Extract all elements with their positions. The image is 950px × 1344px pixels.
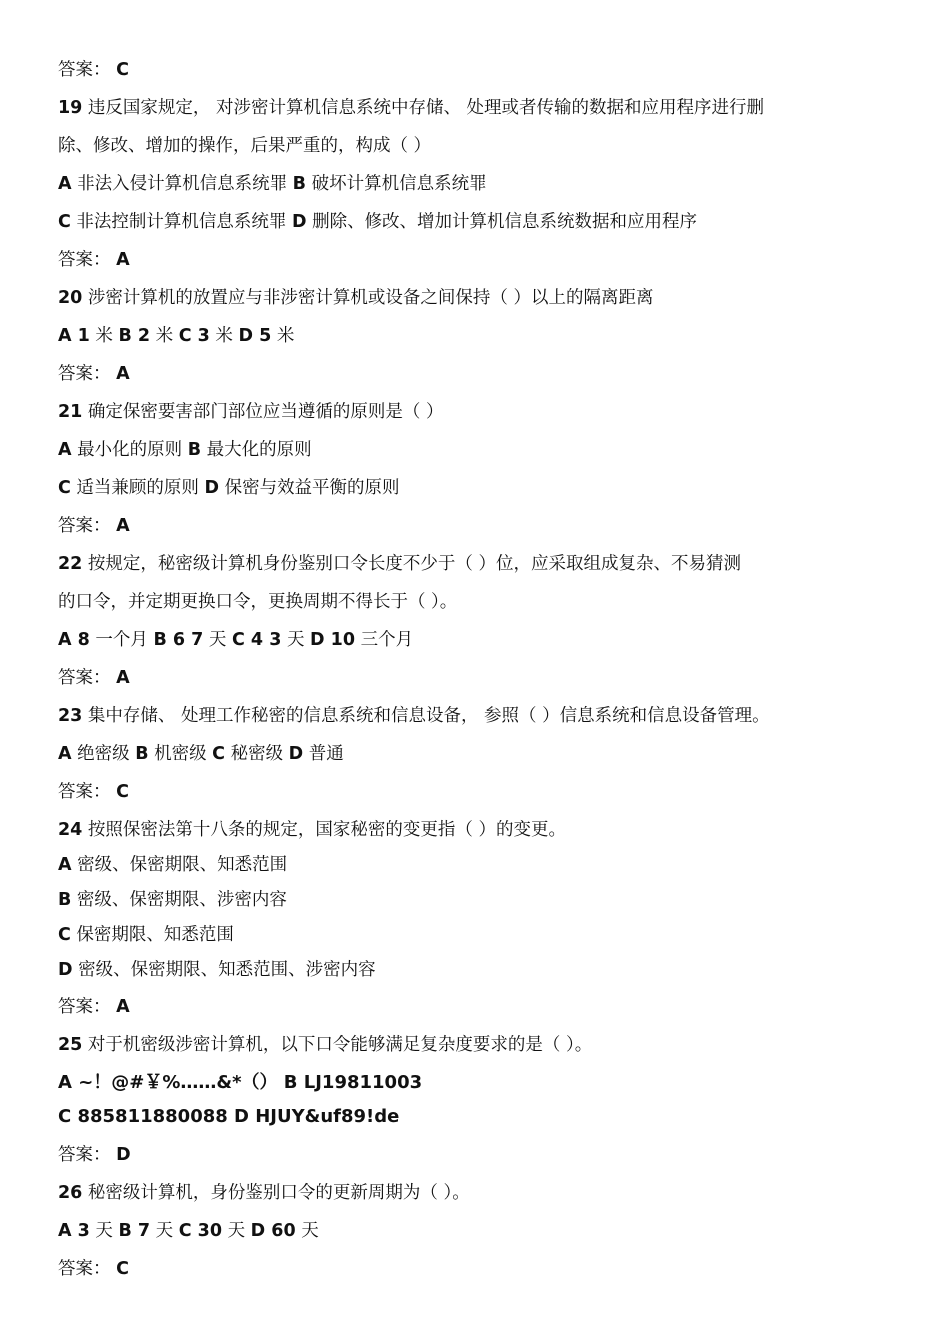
option-letter: A 1 [58,326,90,346]
option-letter: D [288,744,304,764]
question-24 [58,818,566,842]
answer-label: 答案： [58,1145,111,1165]
option-letter: B [58,890,72,910]
option-letter: C 30 [178,1221,223,1241]
answer-value: A [116,250,130,270]
question-text: 除、修改、增加的操作，后果严重的，构成（ ） [58,136,432,156]
option-text: 米 [271,326,295,346]
answer-label: 答案： [58,250,111,270]
options-line [58,476,400,500]
options-line [58,210,697,234]
options-line [58,628,413,652]
option-letter: D [204,478,219,498]
option-text: 秘密级 [225,744,289,764]
option-letter: C 3 [178,326,210,346]
answer-line [58,58,129,82]
option-a [58,853,287,877]
question-26 [58,1181,470,1205]
question-number: 23 [58,706,83,726]
option-letter: C [58,478,71,498]
options-line [58,1219,319,1243]
option-letter: B [292,174,307,194]
question-19 [58,96,764,120]
question-number: 19 [58,98,83,118]
answer-label: 答案： [58,997,111,1017]
question-text: 按照保密法第十八条的规定，国家秘密的变更指（ ）的变更。 [82,820,566,840]
answer-value: C [116,782,129,802]
answer-value: A [116,997,130,1017]
question-19-cont [58,134,431,158]
option-letter: A 3 [58,1221,90,1241]
answer-value: C [116,60,129,80]
question-text: 违反国家规定， 对涉密计算机信息系统中存储、 处理或者传输的数据和应用程序进行删 [82,98,765,118]
option-text: 三个月 [355,630,414,650]
question-text: 秘密级计算机，身份鉴别口令的更新周期为（ ）。 [82,1183,470,1203]
options-line [58,324,294,348]
option-text: 天 [89,1221,119,1241]
option-text: 非法控制计算机信息系统罪 [70,212,292,232]
option-text: 密级、保密期限、涉密内容 [71,890,287,910]
options-line [58,438,312,462]
option-letter: B [187,440,202,460]
question-22 [58,552,741,576]
option-letter: C [212,744,226,764]
option-text: 天 [203,630,232,650]
option-text: 绝密级 [71,744,136,764]
option-text: 天 [295,1221,319,1241]
answer-label: 答案： [58,60,111,80]
answer-line [58,666,130,690]
question-number: 26 [58,1183,83,1203]
answer-label: 答案： [58,782,111,802]
answer-label: 答案： [58,668,111,688]
option-text: 机密级 [148,744,213,764]
question-number: 22 [58,554,83,574]
option-text: 保密期限、知悉范围 [70,925,234,945]
option-letter: A [58,744,72,764]
answer-line [58,995,130,1019]
option-text: 非法入侵计算机信息系统罪 [71,174,293,194]
option-letter: C 4 3 [232,630,282,650]
answer-value: A [116,668,130,688]
option-letter: C [58,212,71,232]
options-line [58,172,487,196]
question-21 [58,400,443,424]
answer-value: A [116,364,130,384]
option-text: 一个月 [89,630,154,650]
option-letter: C [58,925,71,945]
question-number: 21 [58,402,83,422]
option-text: 破坏计算机信息系统罪 [306,174,487,194]
question-text: 集中存储、 处理工作秘密的信息系统和信息设备， 参照（ ）信息系统和信息设备管理。 [82,706,770,726]
options-line [58,1071,422,1095]
question-number: 25 [58,1035,83,1055]
option-letter: A [58,174,72,194]
option-text: 天 [281,630,311,650]
option-text: 最大化的原则 [201,440,312,460]
question-20 [58,286,653,310]
question-text: 涉密计算机的放置应与非涉密计算机或设备之间保持（ ）以上的隔离距离 [82,288,654,308]
option-letter: D 60 [250,1221,296,1241]
option-letter: A 8 [58,630,90,650]
answer-value: A [116,516,130,536]
option-text: 最小化的原则 [71,440,188,460]
option-text: 米 [89,326,119,346]
answer-line [58,362,130,386]
option-text: 密级、保密期限、知悉范围 [71,855,288,875]
answer-value: C [116,1259,129,1279]
option-letter: A [58,855,72,875]
option-text: A ~！@#￥%……&*（） B LJ19811003 [58,1072,423,1093]
option-letter: D 5 [238,326,272,346]
answer-line [58,780,129,804]
question-22-cont [58,590,457,614]
option-text: 密级、保密期限、知悉范围、涉密内容 [72,960,376,980]
option-letter: B 2 [118,326,151,346]
option-text: 删除、修改、增加计算机信息系统数据和应用程序 [306,212,698,232]
answer-line [58,514,130,538]
option-text: 米 [150,326,179,346]
question-23 [58,704,770,728]
question-text: 确定保密要害部门部位应当遵循的原则是（ ） [82,402,444,422]
option-letter: B 7 [118,1221,151,1241]
option-letter: A [58,440,72,460]
options-line [58,1105,399,1129]
option-text: 天 [222,1221,251,1241]
option-text: 天 [150,1221,179,1241]
option-letter: D [291,212,307,232]
question-25 [58,1033,592,1057]
option-text: 米 [209,326,239,346]
question-text: 对于机密级涉密计算机，以下口令能够满足复杂度要求的是（ ）。 [82,1035,593,1055]
options-line [58,742,344,766]
option-text: C 885811880088 D HJUY&uf89!de [58,1106,400,1127]
answer-value: D [116,1145,131,1165]
answer-label: 答案： [58,1259,111,1279]
option-letter: D 10 [310,630,356,650]
answer-line [58,1257,129,1281]
option-letter: B [135,744,149,764]
answer-label: 答案： [58,516,111,536]
option-text: 普通 [303,744,344,764]
option-text: 适当兼顾的原则 [70,478,205,498]
option-d [58,958,376,982]
answer-line [58,1143,131,1167]
answer-line [58,248,130,272]
answer-label: 答案： [58,364,111,384]
question-number: 20 [58,288,83,308]
option-text: 保密与效益平衡的原则 [219,478,400,498]
question-text: 的口令，并定期更换口令，更换周期不得长于（ ）。 [58,592,458,612]
question-text: 按规定，秘密级计算机身份鉴别口令长度不少于（ ）位，应采取组成复杂、不易猜测 [82,554,741,574]
option-letter: D [58,960,73,980]
option-c [58,923,234,947]
option-letter: B 6 7 [153,630,204,650]
question-number: 24 [58,820,83,840]
option-b [58,888,287,912]
